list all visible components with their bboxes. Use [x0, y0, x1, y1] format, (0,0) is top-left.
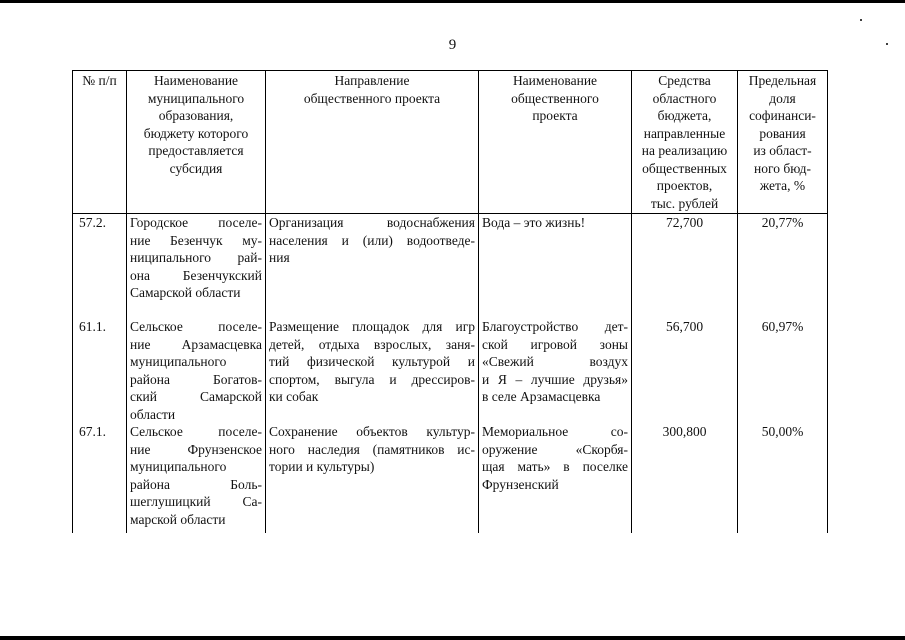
row-direction: Сохранение объектов культур- ного наследия (памятников ис- тории и культуры) [266, 423, 479, 533]
page-number: 9 [448, 37, 457, 53]
header-cofinancing-share: Предельная доля софинанси- рования из област- ного бюд- жета, % [738, 71, 828, 214]
subsidy-table [72, 70, 828, 533]
row-project-name: Вода – это жизнь! [479, 214, 632, 319]
row-funds: 56,700 [632, 318, 738, 423]
row-municipality: Городское поселе- ние Безенчук му- ниципального рай- она Безенчукский Самарской области [127, 214, 266, 319]
top-border-rule [0, 0, 905, 3]
row-municipality: Сельское поселе- ние Фрунзенское муниципального района Боль- шеглушицкий Са- марской области [127, 423, 266, 533]
header-municipality: Наименование муниципального образования, бюджету которого предоставляется субсидия [127, 71, 266, 214]
subsidy-table-wrapper [72, 70, 828, 533]
row-share: 20,77% [738, 214, 828, 319]
table-row [73, 423, 828, 533]
row-share: 60,97% [738, 318, 828, 423]
row-municipality: Сельское поселе- ние Арзамасцевка муниципального района Богатов- ский Самарской области [127, 318, 266, 423]
table-row [73, 318, 828, 423]
header-funds: Средства областного бюджета, направленные на реализацию общественных проектов, тыс. рублей [632, 71, 738, 214]
table-header-row [73, 71, 828, 214]
row-direction: Организация водоснабжения населения и (или) водоотведе- ния [266, 214, 479, 319]
row-number: 57.2. [73, 214, 127, 319]
row-number: 67.1. [73, 423, 127, 533]
row-funds: 300,800 [632, 423, 738, 533]
row-funds: 72,700 [632, 214, 738, 319]
row-project-name: Благоустройство дет- ской игровой зоны «Свежий воздух и Я – лучшие друзья» в селе Арзамасцевка [479, 318, 632, 423]
row-share: 50,00% [738, 423, 828, 533]
header-number: № п/п [73, 71, 127, 214]
table-row [73, 214, 828, 319]
row-project-name: Мемориальное со- оружение «Скорбя- щая мать» в поселке Фрунзенский [479, 423, 632, 533]
row-direction: Размещение площадок для игр детей, отдыха взрослых, заня- тий физической культурой и спортом, выгула и дрессиров- ки собак [266, 318, 479, 423]
header-project-name: Наименование общественного проекта [479, 71, 632, 214]
header-direction: Направление общественного проекта [266, 71, 479, 214]
row-number: 61.1. [73, 318, 127, 423]
bottom-border-rule [0, 636, 905, 640]
scan-speck [860, 19, 862, 21]
